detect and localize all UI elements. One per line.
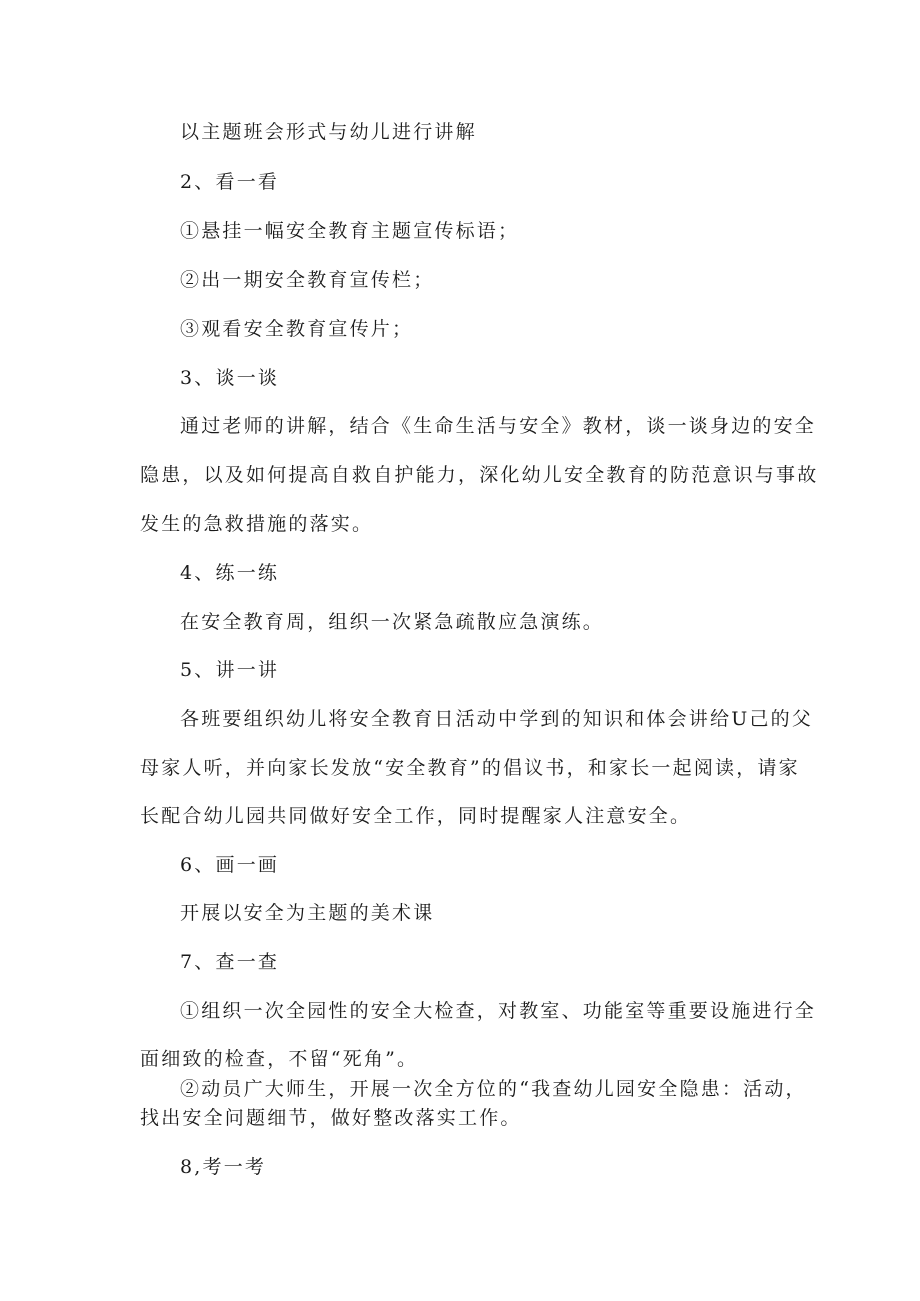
paragraph-check-b-line-2: 找出安全问题细节，做好整改落实工作。 <box>140 1107 522 1129</box>
paragraph-practice: 在安全教育周，组织一次紧急疏散应急演练。 <box>180 611 605 633</box>
paragraph-tell-line-3: 长配合幼儿园共同做好安全工作，同时提醒家人注意安全。 <box>140 805 692 827</box>
heading-draw: 6、画一画 <box>180 854 280 876</box>
heading-tell: 5、讲一讲 <box>180 659 280 681</box>
heading-talk: 3、谈一谈 <box>180 367 280 389</box>
heading-exam: 8,考一考 <box>180 1156 267 1178</box>
paragraph-check-a-line-2: 面细致的检查，不留“死角”。 <box>140 1048 419 1070</box>
paragraph-talk-line-2: 隐患，以及如何提高自救自护能力，深化幼儿安全教育的防范意识与事故 <box>140 464 819 486</box>
paragraph-tell-line-2: 母家人听，并向家长发放“安全教育”的倡议书，和家长一起阅读，请家 <box>140 757 800 779</box>
heading-look: 2、看一看 <box>180 171 280 193</box>
paragraph-tell-line-1: 各班要组织幼儿将安全教育日活动中学到的知识和体会讲给U己的父 <box>180 708 814 730</box>
list-item-slogan: ①悬挂一幅安全教育主题宣传标语； <box>180 220 520 242</box>
heading-check: 7、查一查 <box>180 951 280 973</box>
paragraph-draw: 开展以安全为主题的美术课 <box>180 902 435 924</box>
list-item-video: ③观看安全教育宣传片； <box>180 318 414 340</box>
paragraph-check-a-line-1: ①组织一次全园性的安全大检查，对教室、功能室等重要设施进行全 <box>180 1000 817 1022</box>
list-item-bulletin: ②出一期安全教育宣传栏； <box>180 269 435 291</box>
paragraph-check-b-line-1: ②动员广大师生，开展一次全方位的“我查幼儿园安全隐患：活动， <box>180 1078 807 1100</box>
heading-practice: 4、练一练 <box>180 562 280 584</box>
paragraph-intro: 以主题班会形式与幼儿进行讲解 <box>180 121 477 143</box>
paragraph-talk-line-1: 通过老师的讲解，结合《生命生活与安全》教材，谈一谈身边的安全 <box>180 415 817 437</box>
paragraph-talk-line-3: 发生的急救措施的落实。 <box>140 513 374 535</box>
